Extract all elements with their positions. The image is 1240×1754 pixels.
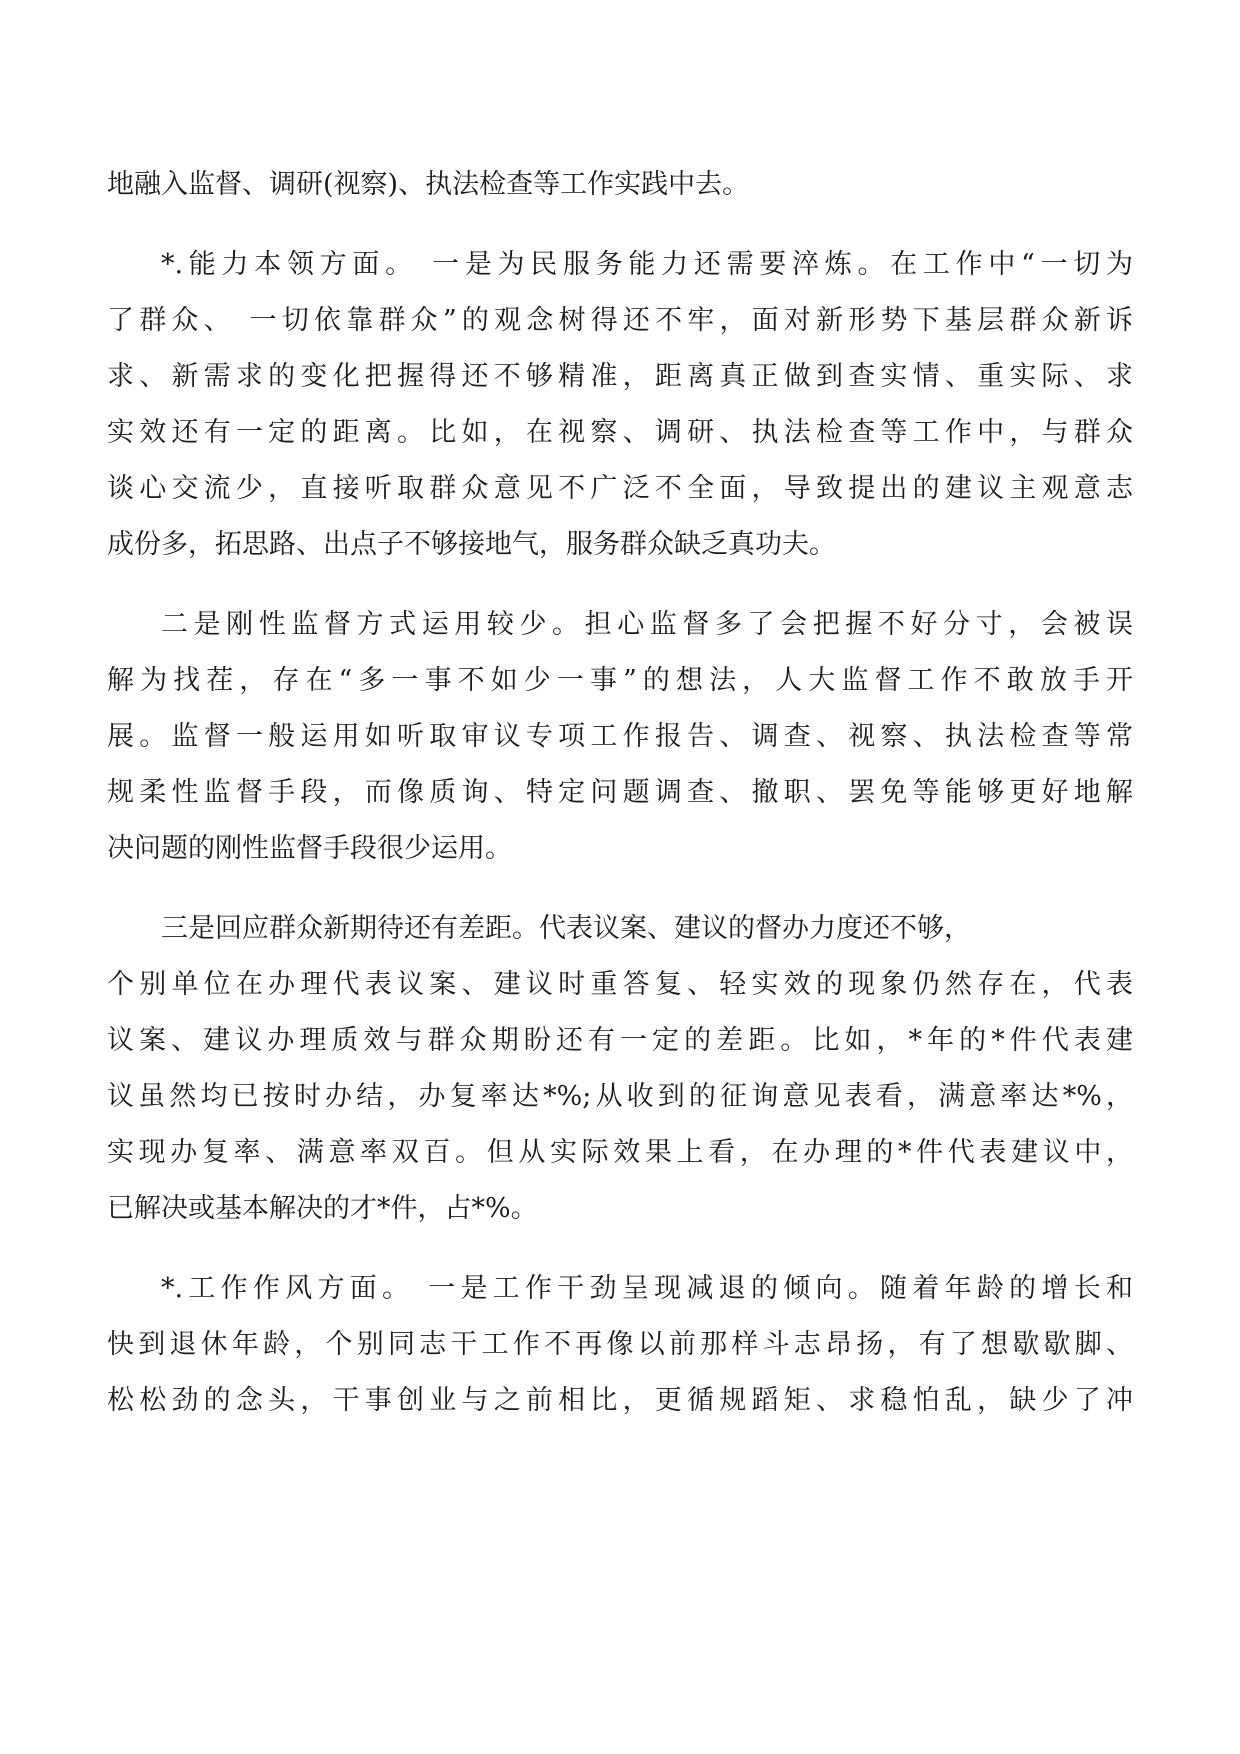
paragraph xyxy=(107,237,1133,573)
text-line: 议虽然均已按时办结，办复率达*%;从收到的征询意见表看，满意率达*%， xyxy=(107,1081,1133,1112)
text-line: 个别单位在办理代表议案、建议时重答复、轻实效的现象仍然存在，代表 xyxy=(107,969,1133,1000)
paragraph xyxy=(107,1261,1133,1429)
text-line: 了群众、 一切依靠群众”的观念树得还不牢，面对新形势下基层群众新诉 xyxy=(107,305,1133,336)
text-line: 实效还有一定的距离。比如，在视察、调研、执法检查等工作中，与群众 xyxy=(107,417,1133,448)
text-line: 决问题的刚性监督手段很少运用。 xyxy=(107,833,512,864)
text-line: 二是刚性监督方式运用较少。担心监督多了会把握不好分寸，会被误 xyxy=(161,609,1133,640)
text-line: 实现办复率、满意率双百。但从实际效果上看，在办理的*件代表建议中， xyxy=(107,1137,1133,1168)
text-line: 展。监督一般运用如听取审议专项工作报告、调查、视察、执法检查等常 xyxy=(107,721,1133,752)
document-body xyxy=(107,157,1133,1429)
text-line: 松松劲的念头，干事创业与之前相比，更循规蹈矩、求稳怕乱，缺少了冲 xyxy=(107,1385,1133,1416)
text-line: 三是回应群众新期待还有差距。代表议案、建议的督办力度还不够， xyxy=(161,913,971,944)
text-line: *.能力本领方面。 一是为民服务能力还需要淬炼。在工作中“一切为 xyxy=(161,249,1133,280)
paragraph xyxy=(107,157,1133,213)
text-line: 快到退休年龄，个别同志干工作不再像以前那样斗志昂扬，有了想歇歇脚、 xyxy=(107,1329,1133,1360)
paragraph xyxy=(107,597,1133,877)
text-line: 求、新需求的变化把握得还不够精准，距离真正做到查实情、重实际、求 xyxy=(107,361,1133,392)
text-line: 解为找茬，存在“多一事不如少一事”的想法，人大监督工作不敢放手开 xyxy=(107,665,1133,696)
text-line: 规柔性监督手段，而像质询、特定问题调查、撤职、罢免等能够更好地解 xyxy=(107,777,1133,808)
text-line: 议案、建议办理质效与群众期盼还有一定的差距。比如，*年的*件代表建 xyxy=(107,1025,1133,1056)
text-line: 谈心交流少，直接听取群众意见不广泛不全面，导致提出的建议主观意志 xyxy=(107,473,1133,504)
text-line: *.工作作风方面。 一是工作干劲呈现减退的倾向。随着年龄的增长和 xyxy=(161,1273,1133,1304)
text-line: 已解决或基本解决的才*件，占*%。 xyxy=(107,1193,538,1224)
text-line: 地融入监督、调研(视察)、执法检查等工作实践中去。 xyxy=(107,169,750,200)
text-line: 成份多，拓思路、出点子不够接地气，服务群众缺乏真功夫。 xyxy=(107,529,836,560)
paragraph xyxy=(107,901,1133,1237)
